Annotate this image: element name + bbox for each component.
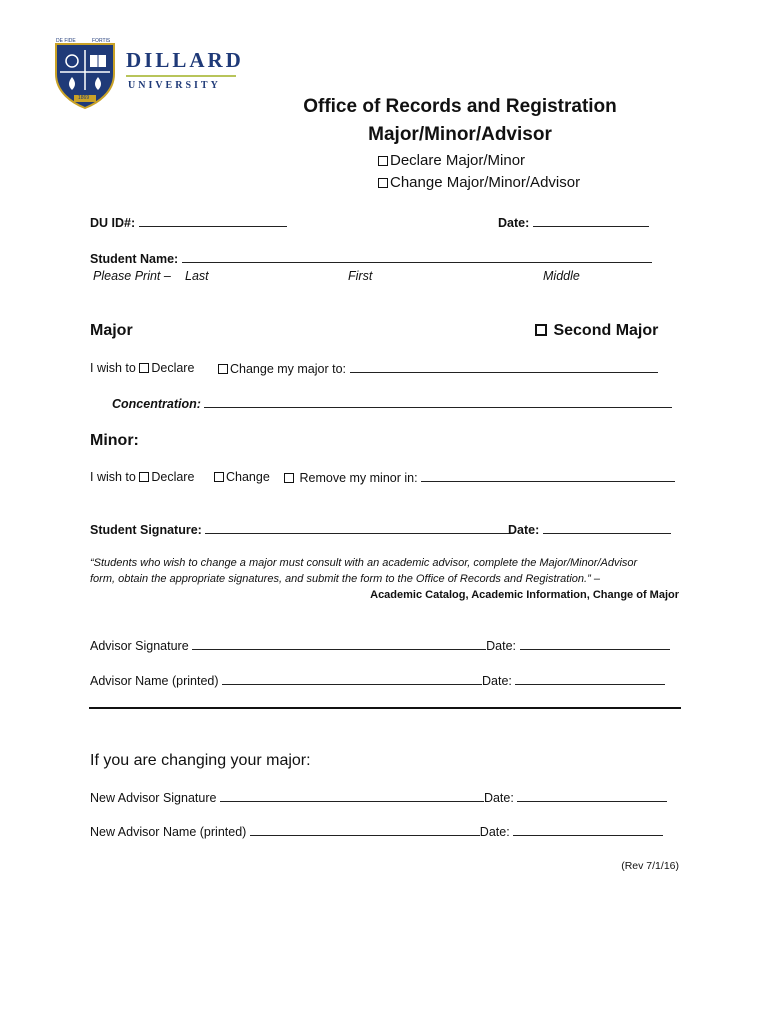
advisor-name-field[interactable] [90,673,665,688]
student-date-label: Date: [508,523,540,537]
first-hint: First [348,269,373,283]
logo-name: DILLARD [126,48,244,72]
section-divider [89,707,681,709]
policy-quote-source: Academic Catalog, Academic Information, Change of Major [370,589,679,601]
checkbox-icon[interactable] [378,156,388,166]
i-wish-to-label: I wish to [90,361,136,375]
major-change-line[interactable] [350,361,658,373]
new-advisor-signature-field[interactable] [90,790,667,805]
policy-quote-line1: “Students who wish to change a major must consult with an academic advisor, complete the Major/Minor/Advisor [90,557,638,569]
concentration-field[interactable] [112,396,672,411]
new-advisor-name-date-line[interactable] [513,824,663,836]
checkbox-icon[interactable] [139,472,149,482]
minor-heading: Minor: [90,432,139,449]
du-id-line[interactable] [139,215,287,227]
student-signature-field[interactable] [90,522,509,537]
major-change-label: Change my major to: [230,362,347,376]
logo-motto-left: DE FIDE [56,38,76,44]
checkbox-icon[interactable] [214,472,224,482]
checkbox-icon[interactable] [218,364,228,374]
major-change-row[interactable] [218,361,658,376]
advisor-signature-label: Advisor Signature [90,639,189,653]
concentration-line[interactable] [204,396,672,408]
student-name-line[interactable] [182,251,652,263]
checkbox-icon[interactable] [139,363,149,373]
logo-divider [126,75,236,77]
du-id-label: DU ID#: [90,216,136,230]
middle-hint: Middle [543,269,580,283]
new-advisor-name-line[interactable] [250,824,480,836]
new-advisor-name-date-label: Date: [479,825,510,839]
major-declare-row [90,361,194,375]
advisor-signature-field[interactable] [90,638,670,653]
new-advisor-date-line[interactable] [517,790,667,802]
option-change-label: Change Major/Minor/Advisor [390,174,581,191]
minor-change-label: Change [226,470,270,484]
concentration-label: Concentration: [112,397,201,411]
student-date-line[interactable] [543,522,671,534]
checkbox-icon[interactable] [535,324,547,336]
new-advisor-date-label: Date: [483,791,514,805]
minor-remove-row[interactable] [284,470,675,485]
option-change[interactable] [378,174,580,191]
checkbox-icon[interactable] [378,178,388,188]
advisor-name-line[interactable] [222,673,482,685]
option-declare-label: Declare Major/Minor [390,152,526,169]
logo-motto-right: FORTIS [92,38,111,44]
date-line[interactable] [533,215,649,227]
page-title: Office of Records and Registration [303,96,617,117]
revision-note: (Rev 7/1/16) [621,860,679,872]
new-advisor-signature-label: New Advisor Signature [90,791,217,805]
student-date-field[interactable] [508,522,671,537]
new-advisor-name-label: New Advisor Name (printed) [90,825,247,839]
student-signature-label: Student Signature: [90,523,202,537]
second-major-label: Second Major [553,322,659,339]
logo-year: 1869 [78,95,90,101]
minor-line[interactable] [421,470,675,482]
minor-declare-label: Declare [151,470,195,484]
advisor-signature-line[interactable] [192,638,486,650]
minor-remove-label: Remove my minor in: [299,471,418,485]
advisor-name-label: Advisor Name (printed) [90,674,219,688]
advisor-date-label: Date: [486,639,517,653]
major-declare-label: Declare [151,361,195,375]
second-major-option[interactable] [535,322,658,340]
date-label: Date: [498,216,530,230]
student-name-label: Student Name: [90,252,179,266]
page-subtitle: Major/Minor/Advisor [368,124,552,145]
major-heading: Major [90,322,133,339]
new-advisor-signature-line[interactable] [220,790,484,802]
new-advisor-name-field[interactable] [90,824,663,839]
student-signature-line[interactable] [205,522,509,534]
minor-row [90,470,194,484]
policy-quote-line2: form, obtain the appropriate signatures, and submit the form to the Office of Records and Registration.” – [90,573,600,585]
please-print-hint: Please Print – [93,269,171,283]
date-field[interactable] [498,215,649,230]
student-name-field[interactable] [90,251,652,266]
changing-major-heading: If you are changing your major: [90,752,311,769]
logo-sub: UNIVERSITY [128,80,221,91]
du-id-field[interactable] [90,215,287,230]
checkbox-icon[interactable] [284,473,294,483]
i-wish-to-label: I wish to [90,470,136,484]
minor-change-option[interactable] [214,470,270,484]
advisor-name-date-label: Date: [482,674,512,688]
last-hint: Last [185,269,209,283]
advisor-date-line[interactable] [520,638,670,650]
advisor-name-date-line[interactable] [515,673,665,685]
option-declare[interactable] [378,152,525,169]
university-logo [52,40,242,110]
